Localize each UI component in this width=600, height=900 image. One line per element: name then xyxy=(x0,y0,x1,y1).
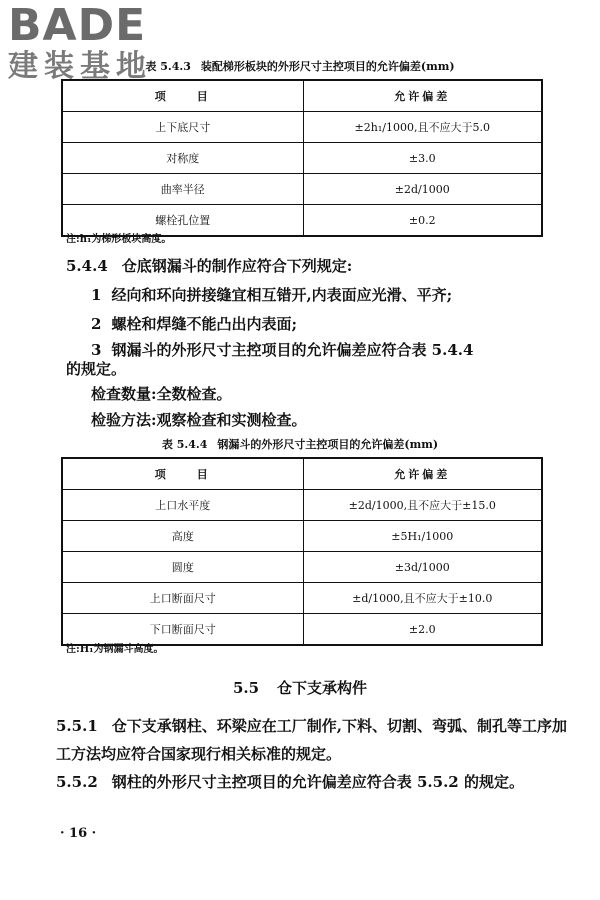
table-row xyxy=(62,174,542,205)
item-text: 螺栓和焊缝不能凸出内表面; xyxy=(111,315,297,333)
clause-number: 5.5.2 xyxy=(56,773,98,791)
table-row xyxy=(62,521,542,552)
cell-item: 曲率半径 xyxy=(62,174,303,205)
list-item xyxy=(91,340,591,360)
table-header-row xyxy=(62,458,542,490)
table-row xyxy=(62,490,542,521)
header-item: 项 目 xyxy=(62,80,303,112)
cell-item: 螺栓孔位置 xyxy=(62,205,303,237)
page-number: · 16 · xyxy=(60,826,97,841)
cell-tolerance: ±2.0 xyxy=(303,614,542,646)
item-continuation: 的规定。 xyxy=(66,360,127,378)
table-5-4-4-caption-text: 钢漏斗的外形尺寸主控项目的允许偏差(mm) xyxy=(217,438,439,451)
cell-tolerance: ±0.2 xyxy=(303,205,542,237)
cell-tolerance: ±3d/1000 xyxy=(303,552,542,583)
clause-number: 5.4.4 xyxy=(66,257,108,275)
table-row xyxy=(62,143,542,174)
clause-text: 钢柱的外形尺寸主控项目的允许偏差应符合表 5.5.2 的规定。 xyxy=(111,773,524,791)
clause-5-4-4 xyxy=(66,256,566,276)
cell-item: 上口断面尺寸 xyxy=(62,583,303,614)
table-5-4-3-caption-text: 装配梯形板块的外形尺寸主控项目的允许偏差(mm) xyxy=(200,60,455,73)
cell-item: 上下底尺寸 xyxy=(62,112,303,143)
header-item: 项 目 xyxy=(62,458,303,490)
cell-item: 对称度 xyxy=(62,143,303,174)
clause-5-5-1 xyxy=(56,712,568,768)
cell-item: 上口水平度 xyxy=(62,490,303,521)
table-5-4-3 xyxy=(61,79,543,237)
cell-tolerance: ±5H₁/1000 xyxy=(303,521,542,552)
watermark-latin: BADE xyxy=(8,0,147,51)
table-5-4-4-caption-number: 表 5.4.4 xyxy=(161,438,208,451)
table-5-4-3-caption xyxy=(0,60,600,74)
watermark-chinese: 建装基地 xyxy=(8,49,152,84)
cell-item: 高度 xyxy=(62,521,303,552)
list-item xyxy=(91,285,591,305)
table-5-4-4-caption xyxy=(0,438,600,452)
cell-item: 下口断面尺寸 xyxy=(62,614,303,646)
cell-tolerance: ±d/1000,且不应大于±10.0 xyxy=(303,583,542,614)
table-5-4-4-note: 注:H₁为钢漏斗高度。 xyxy=(66,644,164,655)
cell-tolerance: ±3.0 xyxy=(303,143,542,174)
item-text: 钢漏斗的外形尺寸主控项目的允许偏差应符合表 5.4.4 xyxy=(111,341,474,359)
item-number: 1 xyxy=(91,286,102,304)
cell-tolerance: ±2h₁/1000,且不应大于5.0 xyxy=(303,112,542,143)
table-row xyxy=(62,112,542,143)
list-item xyxy=(91,314,591,334)
table-row xyxy=(62,583,542,614)
table-row xyxy=(62,205,542,237)
clause-text: 仓底钢漏斗的制作应符合下列规定: xyxy=(121,257,353,275)
clause-5-5-2 xyxy=(56,768,568,796)
check-quantity: 检查数量:全数检查。 xyxy=(91,385,232,403)
table-5-4-3-caption-number: 表 5.4.3 xyxy=(145,60,191,73)
table-5-4-3-note: 注:h₁为梯形板块高度。 xyxy=(66,234,172,245)
cell-tolerance: ±2d/1000,且不应大于±15.0 xyxy=(303,490,542,521)
table-row xyxy=(62,614,542,646)
check-method: 检验方法:观察检查和实测检查。 xyxy=(91,411,307,429)
section-5-5-title xyxy=(0,678,600,698)
section-title-text: 仓下支承构件 xyxy=(277,679,368,697)
header-tolerance: 允许偏差 xyxy=(303,80,542,112)
table-header-row xyxy=(62,80,542,112)
table-row xyxy=(62,552,542,583)
item-text: 经向和环向拼接缝宜相互错开,内表面应光滑、平齐; xyxy=(111,286,453,304)
item-number: 2 xyxy=(91,315,102,333)
table-5-4-4 xyxy=(61,457,543,646)
clause-number: 5.5.1 xyxy=(56,717,98,735)
header-tolerance: 允许偏差 xyxy=(303,458,542,490)
cell-tolerance: ±2d/1000 xyxy=(303,174,542,205)
clause-text: 仓下支承钢柱、环梁应在工厂制作,下料、切割、弯弧、制孔等工序加工方法均应符合国家现行相关标准的规定。 xyxy=(56,717,567,763)
section-number: 5.5 xyxy=(232,679,260,697)
item-number: 3 xyxy=(91,341,102,359)
cell-item: 圆度 xyxy=(62,552,303,583)
